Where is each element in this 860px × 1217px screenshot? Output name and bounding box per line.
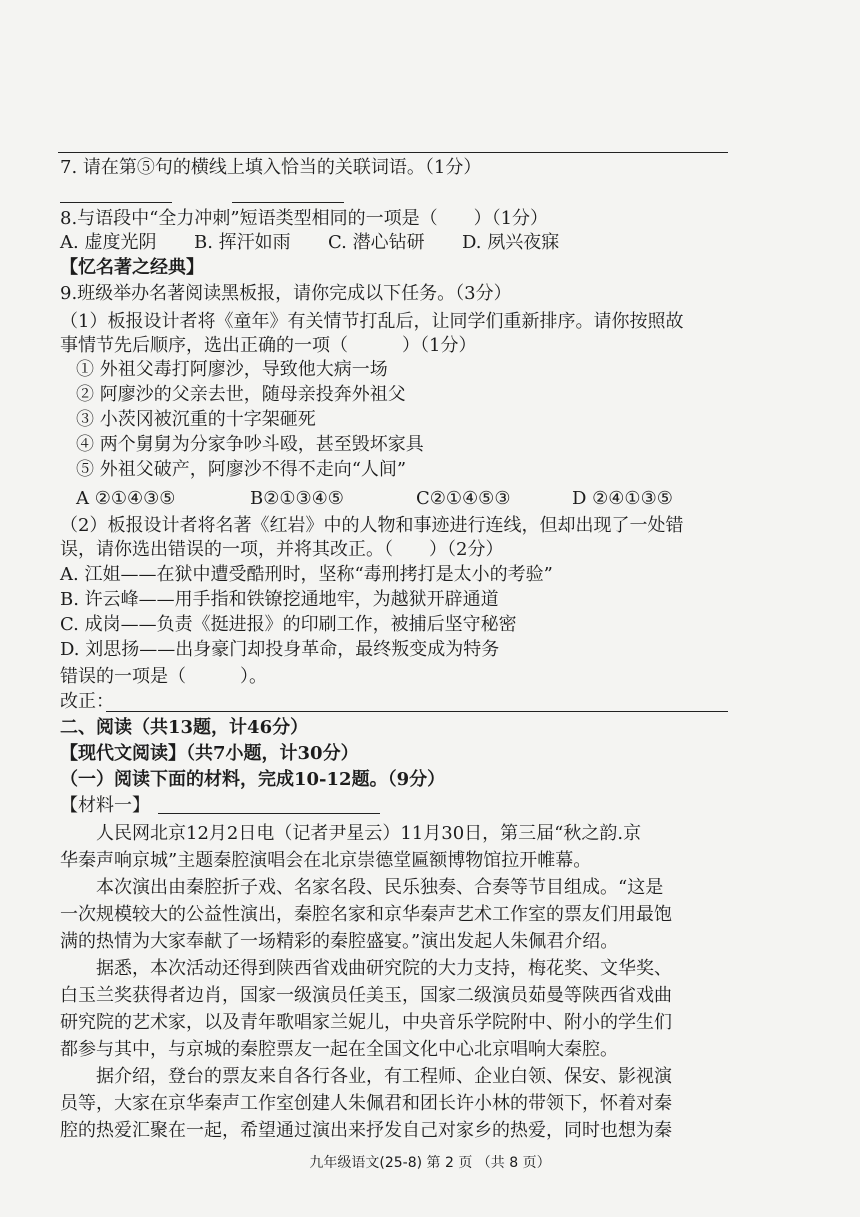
material-label: 【材料一】: [60, 795, 150, 816]
q8-options: [60, 231, 559, 255]
q9-wrong-item: 错误的一项是（ ）。: [60, 666, 267, 687]
q9-order-option-b[interactable]: B②①③④⑤: [250, 488, 344, 509]
section-classics-title: 【忆名著之经典】: [60, 257, 204, 278]
q9-correction-blank[interactable]: [106, 711, 728, 712]
passage-line-12: 腔的热爱汇聚在一起，希望通过演出来抒发自己对家乡的热爱，同时也想为秦: [60, 1120, 672, 1141]
q9-event-1: ① 外祖父毒打阿廖沙，导致他大病一场: [76, 359, 388, 380]
passage-line-2: 华秦声响京城”主题秦腔演唱会在北京崇德堂匾额博物馆拉开帷幕。: [60, 850, 592, 871]
q9-match-d[interactable]: D. 刘思扬——出身豪门却投身革命，最终叛变成为特务: [60, 639, 500, 660]
q8-text: 8.与语段中“全力冲刺”短语类型相同的一项是（ ）（1分）: [60, 208, 549, 229]
passage-line-4: 一次规模较大的公益性演出，秦腔名家和京华秦声艺术工作室的票友们用最饱: [60, 904, 672, 925]
q9-order-option-a[interactable]: A ②①④③⑤: [76, 488, 176, 509]
q9-event-3: ③ 小茨冈被沉重的十字架砸死: [76, 409, 316, 430]
q9-match-c[interactable]: C. 成岗——负责《挺进报》的印刷工作，被捕后坚守秘密: [60, 614, 517, 635]
q9-match-b[interactable]: B. 许云峰——用手指和铁镣挖通地牢，为越狱开辟通道: [60, 589, 499, 610]
q9-match-a[interactable]: A. 江姐——在狱中遭受酷刑时，坚称“毒刑拷打是太小的考验”: [60, 564, 553, 585]
sub1-title: （一）阅读下面的材料，完成10-12题。（9分）: [60, 769, 446, 790]
q9-part1-line1: （1）板报设计者将《童年》有关情节打乱后，让同学们重新排序。请你按照故: [60, 311, 684, 332]
q9-part2-line1: （2）板报设计者将名著《红岩》中的人物和事迹进行连线，但却出现了一处错: [60, 515, 684, 536]
q9-part1-line2: 事情节先后顺序，选出正确的一项（ ）（1分）: [60, 335, 477, 356]
q9-order-option-d[interactable]: D ②④①③⑤: [572, 488, 673, 509]
passage-line-3: 本次演出由秦腔折子戏、名家名段、民乐独奏、合奏等节目组成。“这是: [96, 877, 664, 898]
part2-title: 二、阅读（共13题，计46分）: [60, 717, 309, 738]
passage-line-7: 白玉兰奖获得者边肖，国家一级演员任美玉，国家二级演员茹曼等陕西省戏曲: [60, 985, 672, 1006]
q9-event-5: ⑤ 外祖父破产，阿廖沙不得不走向“人间”: [76, 459, 407, 480]
page-footer: 九年级语文(25-8) 第 2 页 （共 8 页）: [309, 1155, 551, 1171]
passage-line-11: 员等，大家在京华秦声工作室创建人朱佩君和团长许小林的带领下，怀着对秦: [60, 1093, 672, 1114]
q9-event-4: ④ 两个舅舅为分家争吵斗殴，甚至毁坏家具: [76, 434, 424, 455]
q9-order-option-c[interactable]: C②①④⑤③: [416, 488, 511, 509]
modern-reading-title: 【现代文阅读】（共7小题，计30分）: [60, 743, 359, 764]
q8-option-d[interactable]: D. 夙兴夜寐: [462, 232, 560, 253]
passage-line-10: 据介绍，登台的票友来自各行各业，有工程师、企业白领、保安、影视演: [96, 1066, 672, 1087]
q9-intro: 9.班级举办名著阅读黑板报，请你完成以下任务。（3分）: [60, 283, 512, 304]
q8-option-a[interactable]: A. 虚度光阴: [60, 232, 157, 253]
q7-blank-2[interactable]: [232, 184, 344, 203]
passage-line-8: 研究院的艺术家，以及青年歌唱家兰妮儿，中央音乐学院附中、附小的学生们: [60, 1012, 672, 1033]
passage-line-1: 人民网北京12月2日电（记者尹星云）11月30日，第三届“秋之韵.京: [96, 823, 642, 844]
q9-part2-line2: 误，请你选出错误的一项，并将其改正。（ ）（2分）: [60, 539, 504, 560]
q7-text: 7. 请在第⑤句的横线上填入恰当的关联词语。（1分）: [60, 157, 482, 178]
passage-line-5: 满的热情为大家奉献了一场精彩的秦腔盛宴。”演出发起人朱佩君介绍。: [60, 931, 619, 952]
q8-option-c[interactable]: C. 潜心钻研: [328, 232, 425, 253]
q9-correction-label: 改正：: [60, 691, 114, 712]
top-rule: [58, 152, 728, 153]
passage-line-6: 据悉，本次活动还得到陕西省戏曲研究院的大力支持，梅花奖、文华奖、: [96, 958, 672, 979]
q9-event-2: ② 阿廖沙的父亲去世，随母亲投奔外祖父: [76, 384, 406, 405]
q7-blank-1[interactable]: [60, 184, 172, 203]
material-title-blank[interactable]: [158, 813, 380, 814]
q9-order-options: [76, 487, 673, 511]
passage-line-9: 都参与其中，与京城的秦腔票友一起在全国文化中心北京唱响大秦腔。: [60, 1039, 618, 1060]
q8-option-b[interactable]: B. 挥汗如雨: [194, 232, 291, 253]
